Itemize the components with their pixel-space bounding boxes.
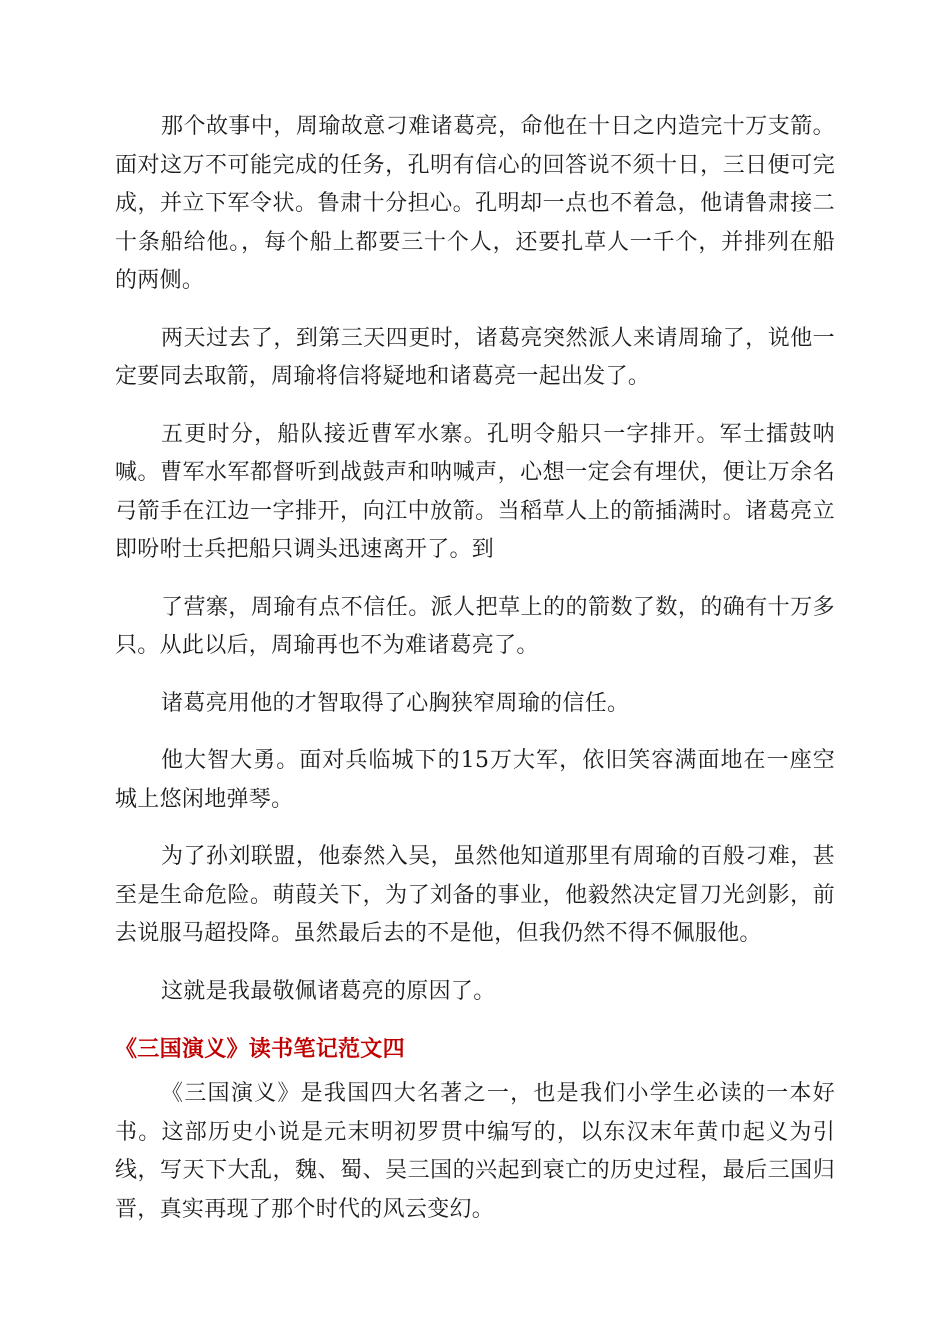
paragraph-7: 为了孙刘联盟，他泰然入吴，虽然他知道那里有周瑜的百般刁难，甚至是生命危险。萌葭关下，为了刘备的事业，他毅然决定冒刀光剑影，前去说服马超投降。虽然最后去的不是他，但我仍然不得不佩服他。 [115,844,835,946]
paragraph-5: 诸葛亮用他的才智取得了心胸狭窄周瑜的信任。 [161,690,630,716]
document-page [115,108,835,1248]
paragraph-1: 那个故事中，周瑜故意刁难诸葛亮，命他在十日之内造完十万支箭。面对这万不可能完成的任务，孔明有信心的回答说不须十日，三日便可完成，并立下军令状。鲁肃十分担心。孔明却一点也不着急，他请鲁肃接二十条船给他。，每个船上都要三十个人，还要扎草人一千个，并排列在船的两侧。 [115,114,835,293]
paragraph-4: 了营寨，周瑜有点不信任。派人把草上的的箭数了数，的确有十万多只。从此以后，周瑜再也不为难诸葛亮了。 [115,594,835,658]
paragraph-3: 五更时分，船队接近曹军水寨。孔明令船只一字排开。军士擂鼓呐喊。曹军水军都督听到战鼓声和呐喊声，心想一定会有埋伏，便让万余名弓箭手在江边一字排开，向江中放箭。当稻草人上的箭插满时。诸葛亮立即吩咐士兵把船只调头迅速离开了。到 [115,421,835,562]
paragraph-6: 他大智大勇。面对兵临城下的15万大军，依旧笑容满面地在一座空城上悠闲地弹琴。 [115,748,835,812]
paragraph-2: 两天过去了，到第三天四更时，诸葛亮突然派人来请周瑜了，说他一定要同去取箭，周瑜将信将疑地和诸葛亮一起出发了。 [115,325,835,389]
section-heading: 《三国演义》读书笔记范文四 [115,1037,405,1062]
section-body-paragraph: 《三国演义》是我国四大名著之一，也是我们小学生必读的一本好书。这部历史小说是元末明初罗贯中编写的，以东汉末年黄巾起义为引线，写天下大乱，魏、蜀、吴三国的兴起到衰亡的历史过程，最后三国归晋，真实再现了那个时代的风云变幻。 [115,1081,835,1222]
paragraph-8: 这就是我最敬佩诸葛亮的原因了。 [161,978,496,1004]
